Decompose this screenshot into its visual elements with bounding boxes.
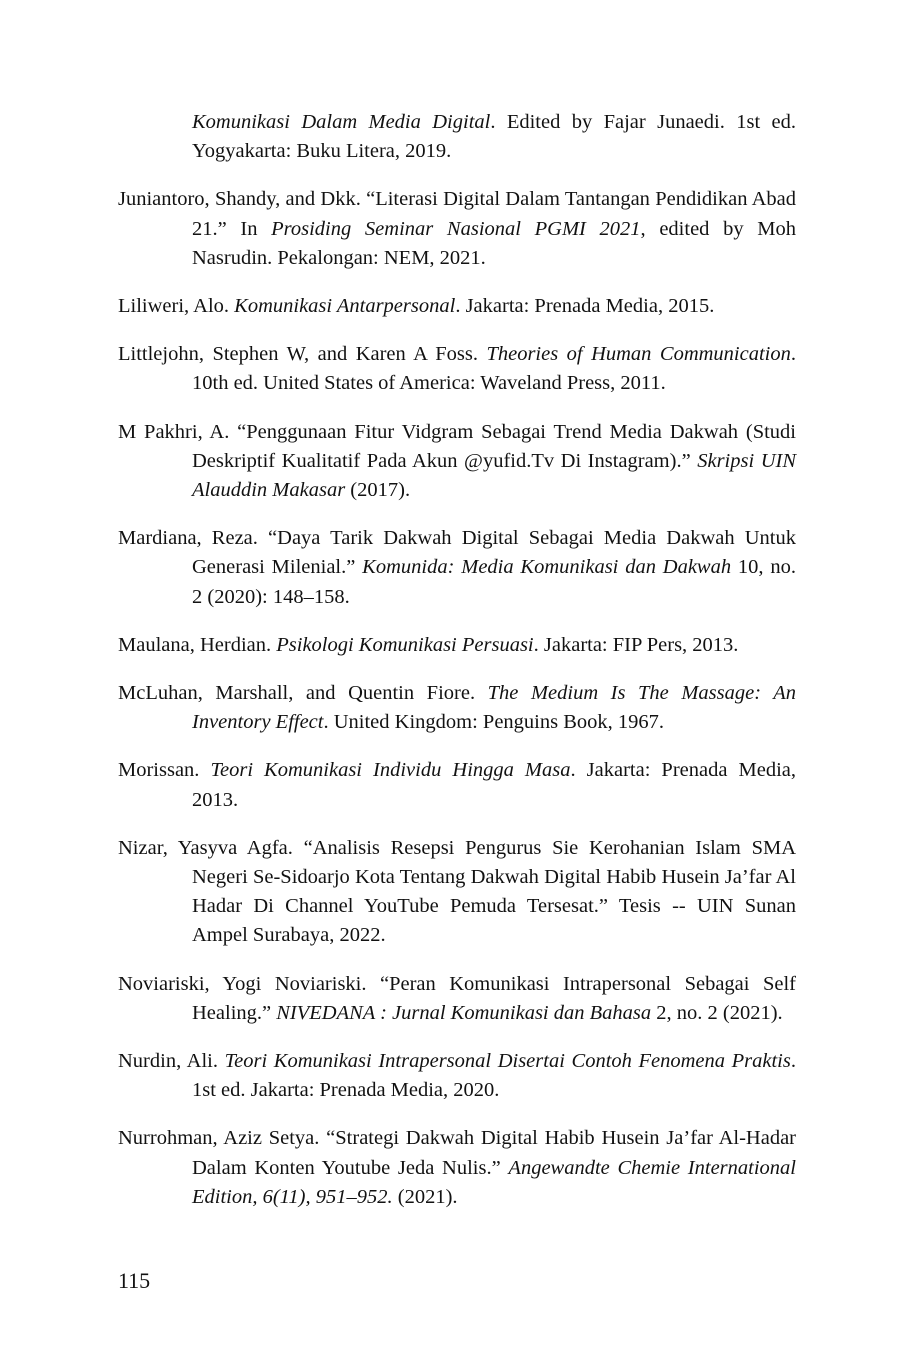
bibliography-entry: Nurdin, Ali. Teori Komunikasi Intrapersonal Disertai Contoh Fenomena Praktis. 1st ed. Jakarta: Prenada Media, 2020.: [118, 1050, 796, 1102]
bibliography-entry: Nizar, Yasyva Agfa. “Analisis Resepsi Pengurus Sie Kerohanian Islam SMA Negeri Se-Sidoarjo Kota Tentang Dakwah Digital Habib Husein Ja’far Al Hadar Di Channel YouTube Pemuda Tersesat.” Tesis -- UIN Sunan Ampel Surabaya, 2022.: [118, 836, 796, 947]
page-number: 115: [118, 1268, 151, 1293]
bibliography-entry: Noviariski, Yogi Noviariski. “Peran Komunikasi Intrapersonal Sebagai Self Healing.” NIVEDANA : Jurnal Komunikasi dan Bahasa 2, no. 2 (2021).: [118, 972, 796, 1024]
bibliography-entry: Morissan. Teori Komunikasi Individu Hingga Masa. Jakarta: Prenada Media, 2013.: [118, 759, 796, 811]
bibliography-list: [118, 108, 796, 1212]
bibliography-entry: Littlejohn, Stephen W, and Karen A Foss. Theories of Human Communication. 10th ed. United States of America: Waveland Press, 2011.: [118, 343, 796, 395]
bibliography-entry: Juniantoro, Shandy, and Dkk. “Literasi Digital Dalam Tantangan Pendidikan Abad 21.” In Prosiding Seminar Nasional PGMI 2021, edited by Moh Nasrudin. Pekalongan: NEM, 2021.: [118, 188, 796, 269]
bibliography-entry: Nurrohman, Aziz Setya. “Strategi Dakwah Digital Habib Husein Ja’far Al-Hadar Dalam Konten Youtube Jeda Nulis.” Angewandte Chemie International Edition, 6(11), 951–952. (2021).: [118, 1127, 796, 1208]
bibliography-entry: Komunikasi Dalam Media Digital. Edited by Fajar Junaedi. 1st ed. Yogyakarta: Buku Litera, 2019.: [192, 111, 796, 163]
bibliography-entry: Liliweri, Alo. Komunikasi Antarpersonal. Jakarta: Prenada Media, 2015.: [118, 295, 715, 318]
bibliography-entry: Mardiana, Reza. “Daya Tarik Dakwah Digital Sebagai Media Dakwah Untuk Generasi Milenial.” Komunida: Media Komunikasi dan Dakwah 10, no. 2 (2020): 148–158.: [118, 527, 796, 608]
bibliography-entry: McLuhan, Marshall, and Quentin Fiore. The Medium Is The Massage: An Inventory Effect. United Kingdom: Penguins Book, 1967.: [118, 682, 797, 734]
bibliography-entry: Maulana, Herdian. Psikologi Komunikasi Persuasi. Jakarta: FIP Pers, 2013.: [118, 633, 739, 656]
bibliography-entry: M Pakhri, A. “Penggunaan Fitur Vidgram Sebagai Trend Media Dakwah (Studi Deskriptif Kualitatif Pada Akun @yufid.Tv Di Instagram).” Skripsi UIN Alauddin Makasar (2017).: [118, 420, 796, 502]
